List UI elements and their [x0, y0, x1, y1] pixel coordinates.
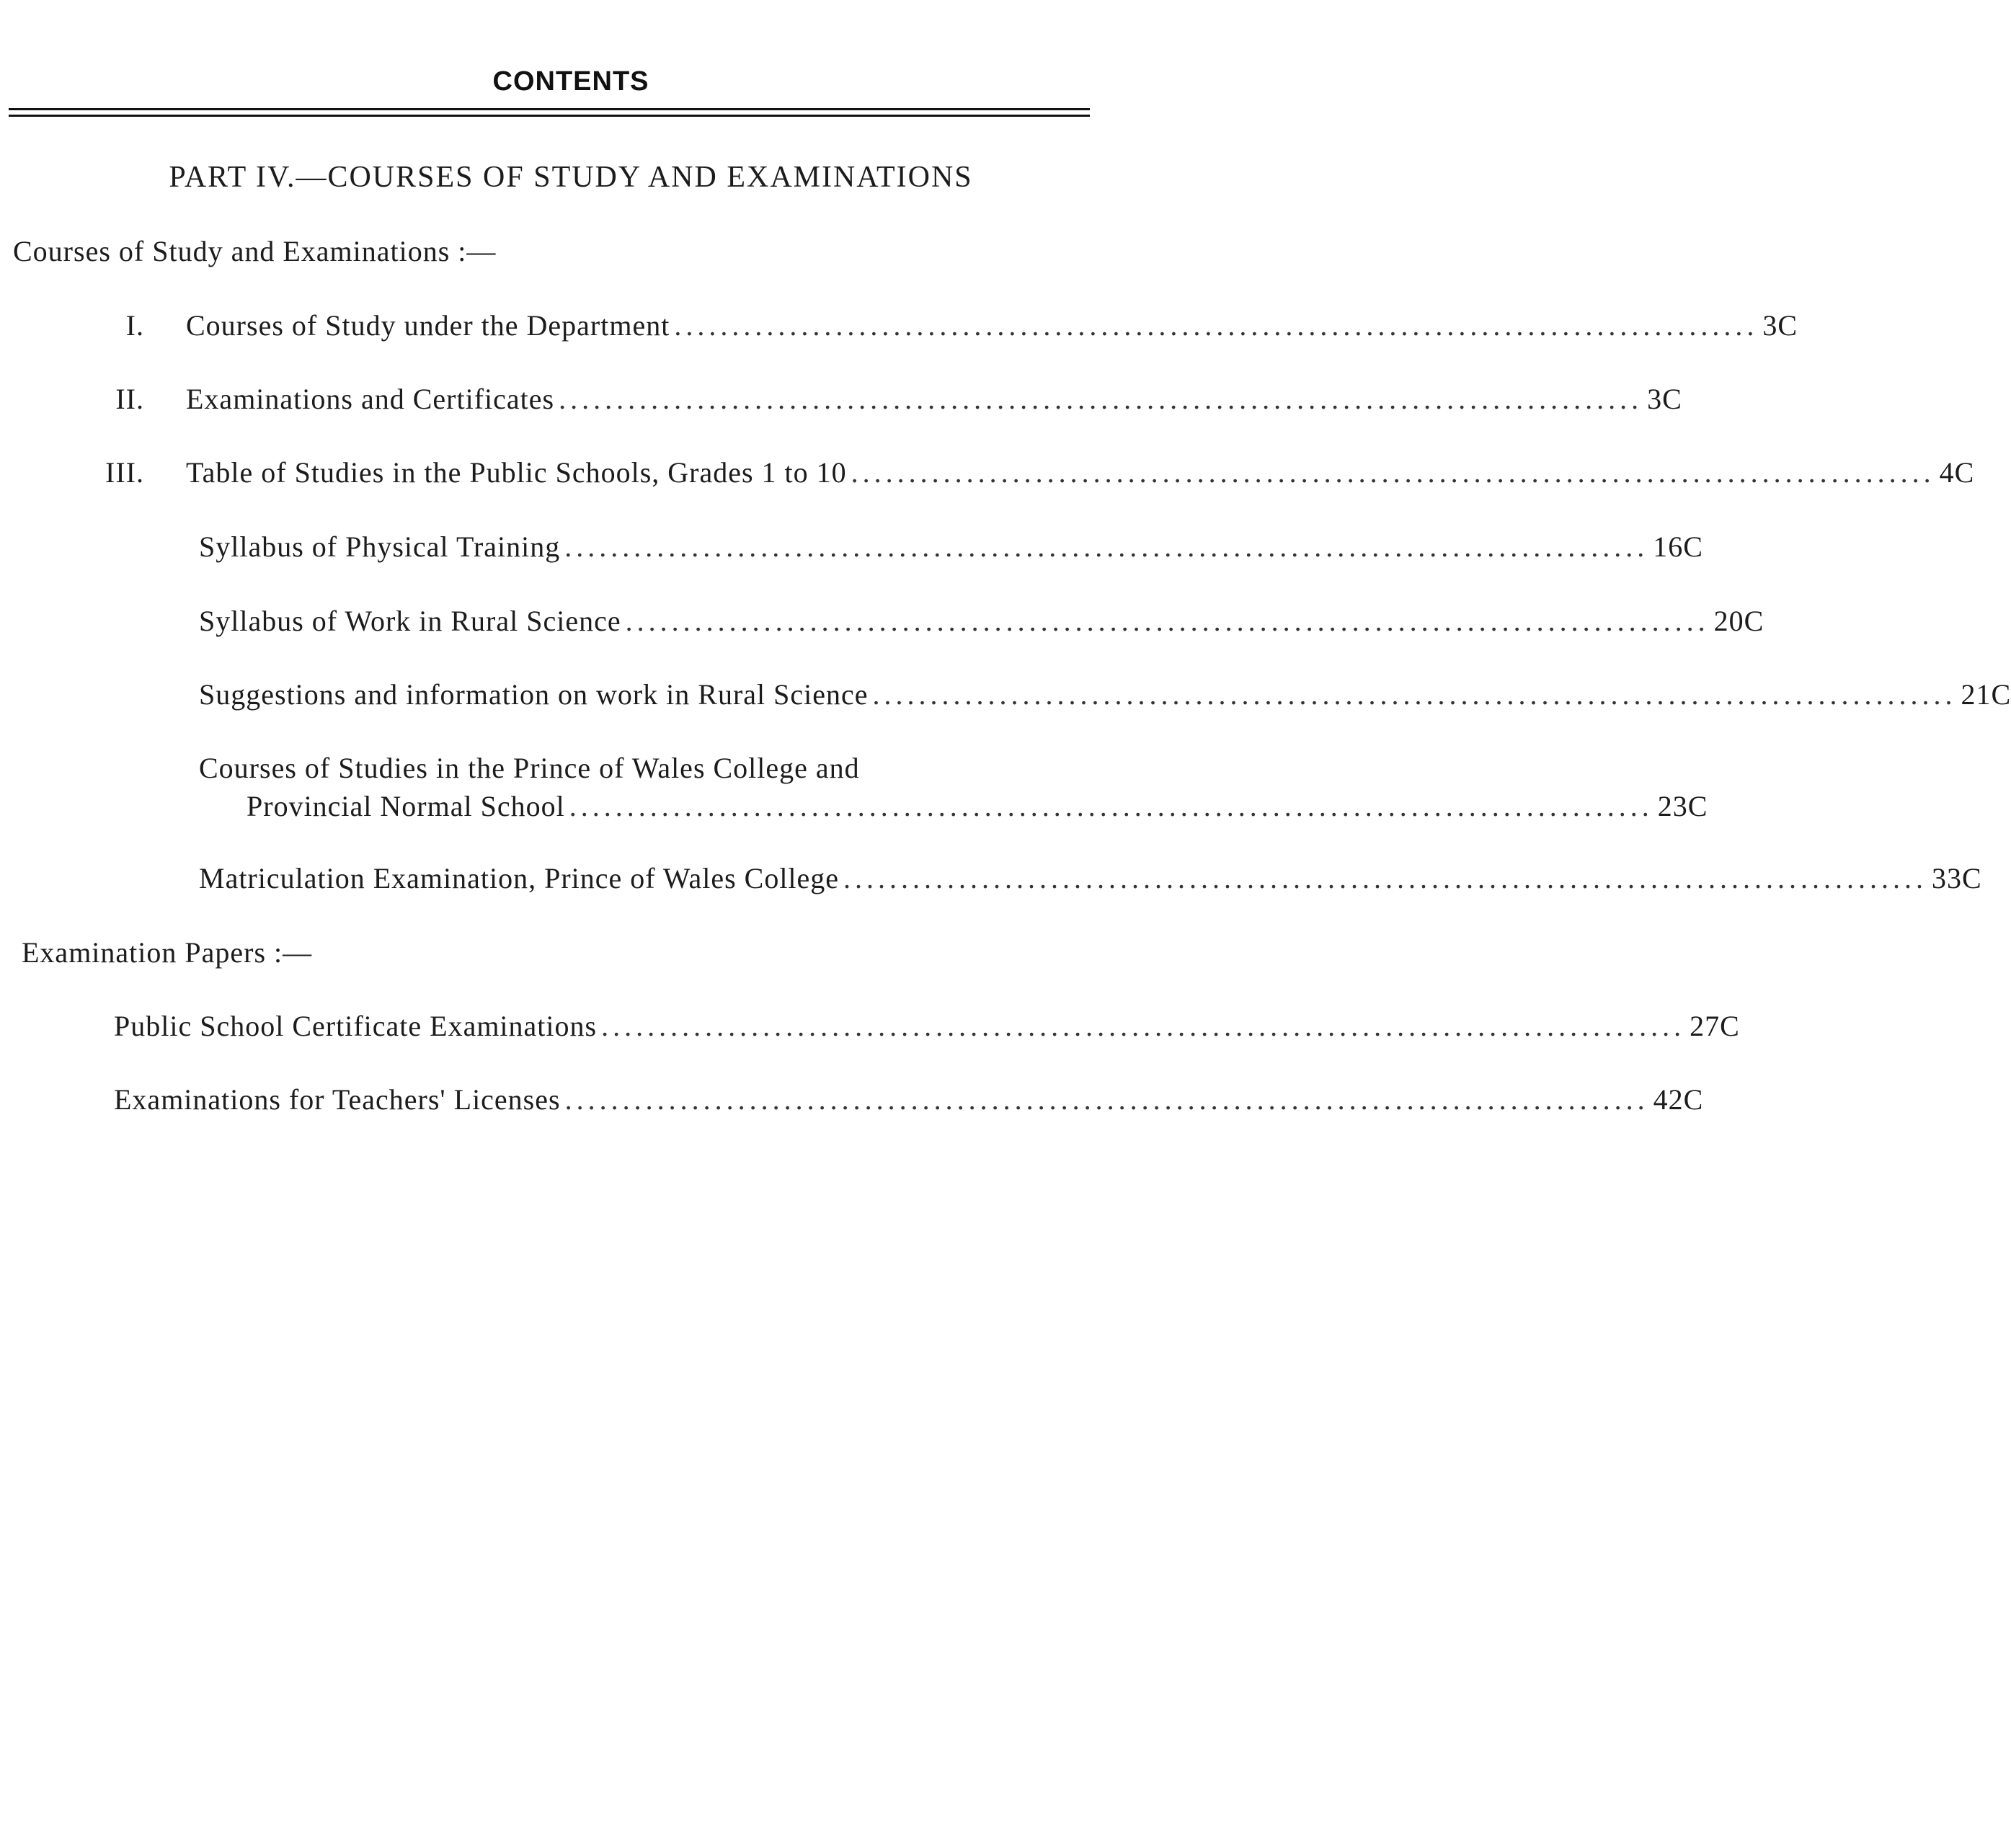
dot-leader: ..............................................................................................: [601, 1010, 1686, 1042]
entry-title-line-1: Courses of Studies in the Prince of Wales College and: [199, 752, 860, 784]
entry-page-number: 3C: [1647, 383, 1682, 415]
heading-rule-upper: [9, 108, 1090, 110]
dot-leader: ..............................................................................................: [559, 383, 1643, 415]
part-title: PART IV.—COURSES OF STUDY AND EXAMINATIONS: [169, 161, 973, 194]
toc-entry[interactable]: [125, 308, 1798, 342]
entry-title: Syllabus of Work in Rural Science: [199, 605, 621, 637]
toc-entry[interactable]: [199, 604, 1764, 638]
toc-entry[interactable]: [115, 382, 1682, 416]
entry-title-line-2: Provincial Normal School: [247, 790, 565, 822]
entry-page-number: 42C: [1653, 1083, 1704, 1116]
entry-title: Table of Studies in the Public Schools, Grades 1 to 10: [186, 456, 847, 489]
entry-page-number: 4C: [1939, 456, 1975, 489]
dot-leader: ..............................................................................................: [843, 862, 1928, 894]
heading-rule-lower: [9, 115, 1090, 117]
entry-page-number: 23C: [1657, 790, 1708, 822]
page-heading: CONTENTS: [492, 66, 649, 97]
entry-title: Suggestions and information on work in Rural Science: [199, 678, 869, 711]
toc-entry[interactable]: [199, 530, 1703, 564]
dot-leader: ..............................................................................................: [564, 530, 1649, 563]
entry-numeral: II.: [115, 383, 144, 415]
entry-page-number: 16C: [1653, 530, 1703, 563]
dot-leader: ..............................................................................................: [569, 790, 1653, 822]
dot-leader: ..............................................................................................: [851, 456, 1935, 489]
entry-page-number: 3C: [1762, 309, 1798, 342]
dot-leader: ..............................................................................................: [625, 605, 1710, 637]
entry-numeral: I.: [125, 309, 144, 342]
entry-page-number: 27C: [1690, 1010, 1740, 1042]
entry-title: Public School Certificate Examinations: [114, 1010, 598, 1042]
section-heading-courses: Courses of Study and Examinations :—: [13, 235, 497, 267]
dot-leader: ..............................................................................................: [872, 678, 1957, 711]
entry-title: Examinations for Teachers' Licenses: [114, 1083, 561, 1116]
entry-page-number: 20C: [1713, 605, 1764, 637]
section-heading-examination-papers: Examination Papers :—: [22, 936, 313, 969]
entry-title: Courses of Study under the Department: [186, 309, 670, 342]
entry-page-number: 21C: [1961, 678, 2011, 711]
toc-entry[interactable]: [105, 456, 1975, 489]
toc-entry[interactable]: [199, 678, 2011, 711]
dot-leader: ..............................................................................................: [674, 309, 1759, 342]
toc-entry[interactable]: [114, 1009, 1740, 1043]
entry-page-number: 33C: [1932, 862, 1982, 894]
dot-leader: ..............................................................................................: [564, 1083, 1649, 1116]
entry-title: Syllabus of Physical Training: [199, 530, 561, 563]
entry-numeral: III.: [105, 456, 144, 489]
toc-entry[interactable]: [199, 751, 1708, 823]
entry-title: Matriculation Examination, Prince of Wales College: [199, 862, 840, 894]
toc-entry[interactable]: [199, 861, 1982, 895]
entry-title: Examinations and Certificates: [186, 383, 555, 415]
toc-entry[interactable]: [114, 1083, 1704, 1116]
